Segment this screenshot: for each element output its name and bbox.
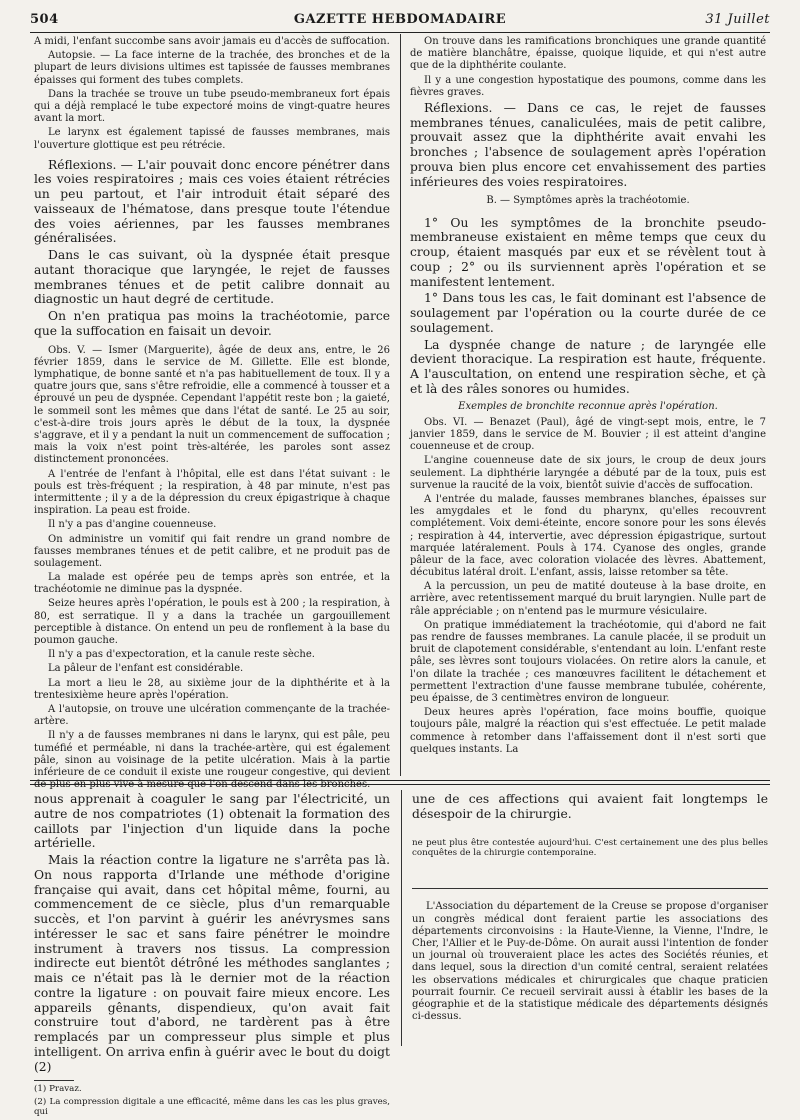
- section-divider: [30, 784, 770, 785]
- section-divider: [30, 780, 770, 781]
- paragraph: Réflexions. — L'air pouvait donc encore pénétrer dans les voies respiratoires ; mais ces voies étaient rétrécies un peu partout, et l'air introduit était séparé des vaisseaux de l'hématose, dans presque toute l'étendue des voies aériennes, par les fausses membranes généralisées.: [34, 157, 390, 246]
- paragraph: La mort a lieu le 28, au sixième jour de la diphthérite et à la trentesixième heure après l'opération.: [34, 677, 390, 701]
- paragraph: L'angine couenneuse date de six jours, le croup de deux jours seulement. La diphthérie laryngée a débuté par de la toux, puis est survenue la raucité de la voix, bientôt suivie d'accès de suffocation.: [410, 455, 766, 491]
- paragraph: A l'entrée de l'enfant à l'hôpital, elle est dans l'état suivant : le pouls est très-fréquent ; la respiration, à 48 par minute, n'est pas intermittente ; il y a de la dépression du creux épigastrique à chaque inspiration. La peau est froide.: [34, 468, 390, 517]
- paragraph: 1° Ou les symptômes de la bronchite pseudo-membraneuse existaient en même temps que ceux du croup, étaient masqués par eux et se révèlent tout à coup ; 2° ou ils surviennent après l'opération et se manifestent lentement.: [410, 215, 766, 289]
- paragraph: On pratique immédiatement la trachéotomie, qui d'abord ne fait pas rendre de fausses membranes. La canule placée, il se produit un bruit de clapotement considérable, s'entendant au loin. L'enfant reste pâle, ses lèvres sont toujours violacées. On retire alors la canule, et l'on dilate la trachée ; ces manœuvres facilitent le détachement et permettent l'extraction d'une fausse membrane tubulée, cohérente, peu épaisse, de 3 centimètres environ de longueur.: [410, 619, 766, 704]
- issue-date: 31 Juillet: [705, 12, 770, 27]
- feuilleton-right: [412, 792, 768, 1025]
- paragraph: une de ces affections qui avaient fait longtemps le désespoir de la chirurgie.: [412, 792, 768, 821]
- section-divider: [412, 888, 768, 889]
- left-column: [34, 36, 390, 793]
- footnote-continuation: ne peut plus être contestée aujourd'hui. C'est certainement une des plus belles conquêtes de la chirurgie contemporaine.: [412, 837, 768, 858]
- feuilleton-left: [34, 792, 390, 1120]
- observation-paragraph: Obs. VI. — Benazet (Paul), âgé de vingt-sept mois, entre, le 7 janvier 1859, dans le service de M. Bouvier ; il est atteint d'angine couenneuse et de croup.: [410, 416, 766, 453]
- paragraph: Il n'y a pas d'angine couenneuse.: [48, 519, 217, 531]
- paragraph: La malade est opérée peu de temps après son entrée, et la trachéotomie ne diminue pas la dyspnée.: [34, 572, 390, 596]
- paragraph: Seize heures après l'opération, le pouls est à 200 ; la respiration, à 80, est serratique. Il y a dans la trachée un gargouillement perceptible à distance. On entend un peu de ronflement à la base du poumon gauche.: [34, 598, 390, 646]
- running-header: [30, 6, 770, 33]
- paragraph: Dans la trachée se trouve un tube pseudo-membraneux fort épais qui a déjà remplacé le tube expectoré moins de vingt-quatre heures avant la mort.: [34, 88, 390, 125]
- paragraph: Le larynx est également tapissé de fausses membranes, mais l'ouverture glottique est peu rétrécie.: [34, 127, 390, 151]
- paragraph: Mais la réaction contre la ligature ne s'arrêta pas là. On nous rapporta d'Irlande une méthode d'origine française qui avait, dans cet hôpital même, fourni, au commencement de ce siècle, plus d'un remarquable succès, et l'on parvint à guérir les anévrysmes sans intéresser le sac et sans faire pénétrer le moindre instrument à travers nos tissus. La compression indirecte eut bientôt détrôné les méthodes sanglantes ; mais ce n'était pas là le dernier mot de la réaction contre la ligature : on pouvait faire mieux encore. Les appareils gênants, dispendieux, qu'on avait fait construire tout d'abord, ne tardèrent pas à être remplacés par un compresseur plus simple et plus intelligent. On arriva enfin à guérir avec le bout du doigt (2): [34, 853, 390, 1074]
- column-divider: [400, 34, 401, 776]
- paragraph: Il n'y a de fausses membranes ni dans le larynx, qui est pâle, peu tuméfié et perméable, ni dans la trachée-artère, qui est également pâle, sinon au voisinage de la petite ulcération. Mais à la partie inférieure de ce conduit il existe une rougeur congestive, qui devient: [34, 730, 390, 778]
- announcement: L'Association du département de la Creuse se propose d'organiser un congrès médical dont feraient partie les associations des départements circonvoisins : la Haute-Vienne, la Vienne, l'Indre, le Cher, l'Allier et le Puy-de-Dôme. On aurait aussi l'intention de fonder un journal où trouveraient place les actes des Sociétés réunies, et dans lequel, sous la direction d'un comité central, seraient relatées les observations médicales et chirurgicales que chaque praticien pourrait fournir. Ce recueil servirait aussi à établir les bases de la géographie et de la statistique médicale des départements désignés ci-dessus.: [412, 901, 768, 1023]
- paragraph: A midi, l'enfant succombe sans avoir jamais eu d'accès de suffocation.: [34, 36, 390, 47]
- paragraph: A l'autopsie, on trouve une ulcération commençante de la trachée-artère.: [34, 703, 390, 728]
- paragraph: Deux heures après l'opération, face moins bouffie, quoique toujours pâle, malgré la réaction qui s'est effectuée. Le petit malade commence à retomber dans l'affaissement dont il n'est sorti que quelques instants. La: [410, 707, 766, 755]
- paragraph: On administre un vomitif qui fait rendre un grand nombre de fausses membranes ténues et de petit calibre, et ne produit pas de soulagement.: [34, 533, 390, 569]
- section-heading: B. — Symptômes après la trachéotomie.: [486, 195, 690, 207]
- paragraph: Il n'y a pas d'expectoration, et la canule reste sèche.: [48, 649, 315, 661]
- paragraph: La dyspnée change de nature ; de laryngée elle devient thoracique. La respiration est haute, fréquente. A l'auscultation, on entend une respiration sèche, et çà et là des râles sonores ou humides.: [410, 337, 766, 396]
- journal-title: GAZETTE HEBDOMADAIRE: [293, 12, 507, 27]
- paragraph: Dans le cas suivant, où la dyspnée était presque autant thoracique que laryngée, le rejet de fausses membranes ténues et de petit calibre donnait au diagnostic un haut degré de certitude.: [34, 248, 390, 307]
- footnote-rule: [34, 1080, 74, 1081]
- footnote: (2) La compression digitale a une efficacité, même dans les cas les plus graves, qui: [34, 1096, 390, 1118]
- observation-paragraph: Obs. V. — Ismer (Marguerite), âgée de deux ans, entre, le 26 février 1859, dans le service de M. Gillette. Elle est blonde, lymphatique, de bonne santé et n'a pas habituellement de toux. Il y a quatre jours que, sans s'être refroidie, elle a commencé à tousser et a éprouvé un peu de dyspnée. Cependant l'appétit reste bon ; la gaieté, le sommeil sont les mêmes que dans l'état de santé. Le 25 au soir, c'est-à-dire trois jours après le début de la toux, la dyspnée s'aggrave, et il y a pendant la nuit un commencement de suffocation ; mais la voix n'est point très-altérée, les paroles sont assez distinctement prononcées.: [34, 344, 390, 466]
- paragraph: On n'en pratiqua pas moins la trachéotomie, parce que la suffocation en faisait un devoir.: [34, 309, 390, 338]
- paragraph: A la percussion, un peu de matité douteuse à la base droite, en arrière, avec retentissement marqué du bruit laryngien. Nulle part de râle appréciable ; on n'entend pas le murmure vésiculaire.: [410, 581, 766, 617]
- paragraph: nous apprenait à coaguler le sang par l'électricité, un autre de nos compatriotes (1) obtenait la formation des caillots par l'injection d'un liquide dans la poche artérielle.: [34, 792, 390, 851]
- paragraph: Autopsie. — La face interne de la trachée, des bronches et de la plupart de leurs divisions ultimes est tapissée de fausses membranes épaisses qui forment des tubes complets.: [34, 50, 390, 86]
- paragraph: Réflexions. — Dans ce cas, le rejet de fausses membranes ténues, canaliculées, mais de petit calibre, prouvait assez que la diphthérite avait envahi les bronches ; l'absence de soulagement après l'opération prouva bien plus encore cet envahissement des parties inférieures des voies respiratoires.: [410, 100, 766, 189]
- paragraph: La pâleur de l'enfant est considérable.: [48, 663, 244, 675]
- subsection-heading: Exemples de bronchite reconnue après l'opération.: [458, 400, 718, 412]
- column-divider: [401, 790, 402, 1046]
- right-column: [410, 36, 766, 758]
- page-number: 504: [30, 12, 59, 27]
- footnote: (1) Pravaz.: [34, 1084, 82, 1095]
- paragraph: 1° Dans tous les cas, le fait dominant est l'absence de soulagement par l'opération ou la courte durée de ce soulagement.: [410, 291, 766, 335]
- paragraph: Il y a une congestion hypostatique des poumons, comme dans les fièvres graves.: [410, 74, 766, 98]
- paragraph: On trouve dans les ramifications bronchiques une grande quantité de matière blanchâtre, épaisse, quoique liquide, et qui n'est autre que de la diphthérite coulante.: [410, 36, 766, 72]
- paragraph: A l'entrée du malade, fausses membranes blanches, épaisses sur les amygdales et le fond du pharynx, qu'elles recouvrent complétement. Voix demi-éteinte, encore sonore pour les sons élevés ; respiration à 44, intervertie, avec dépression épigastrique, surtout marquée latéralement. Pouls à 174. Cyanose des ongles, grande pâleur de la face, avec coloration violacée des lèvres. Abattement, décubitus latéral droit. L'enfant, assis, laisse retomber sa tête.: [410, 493, 766, 579]
